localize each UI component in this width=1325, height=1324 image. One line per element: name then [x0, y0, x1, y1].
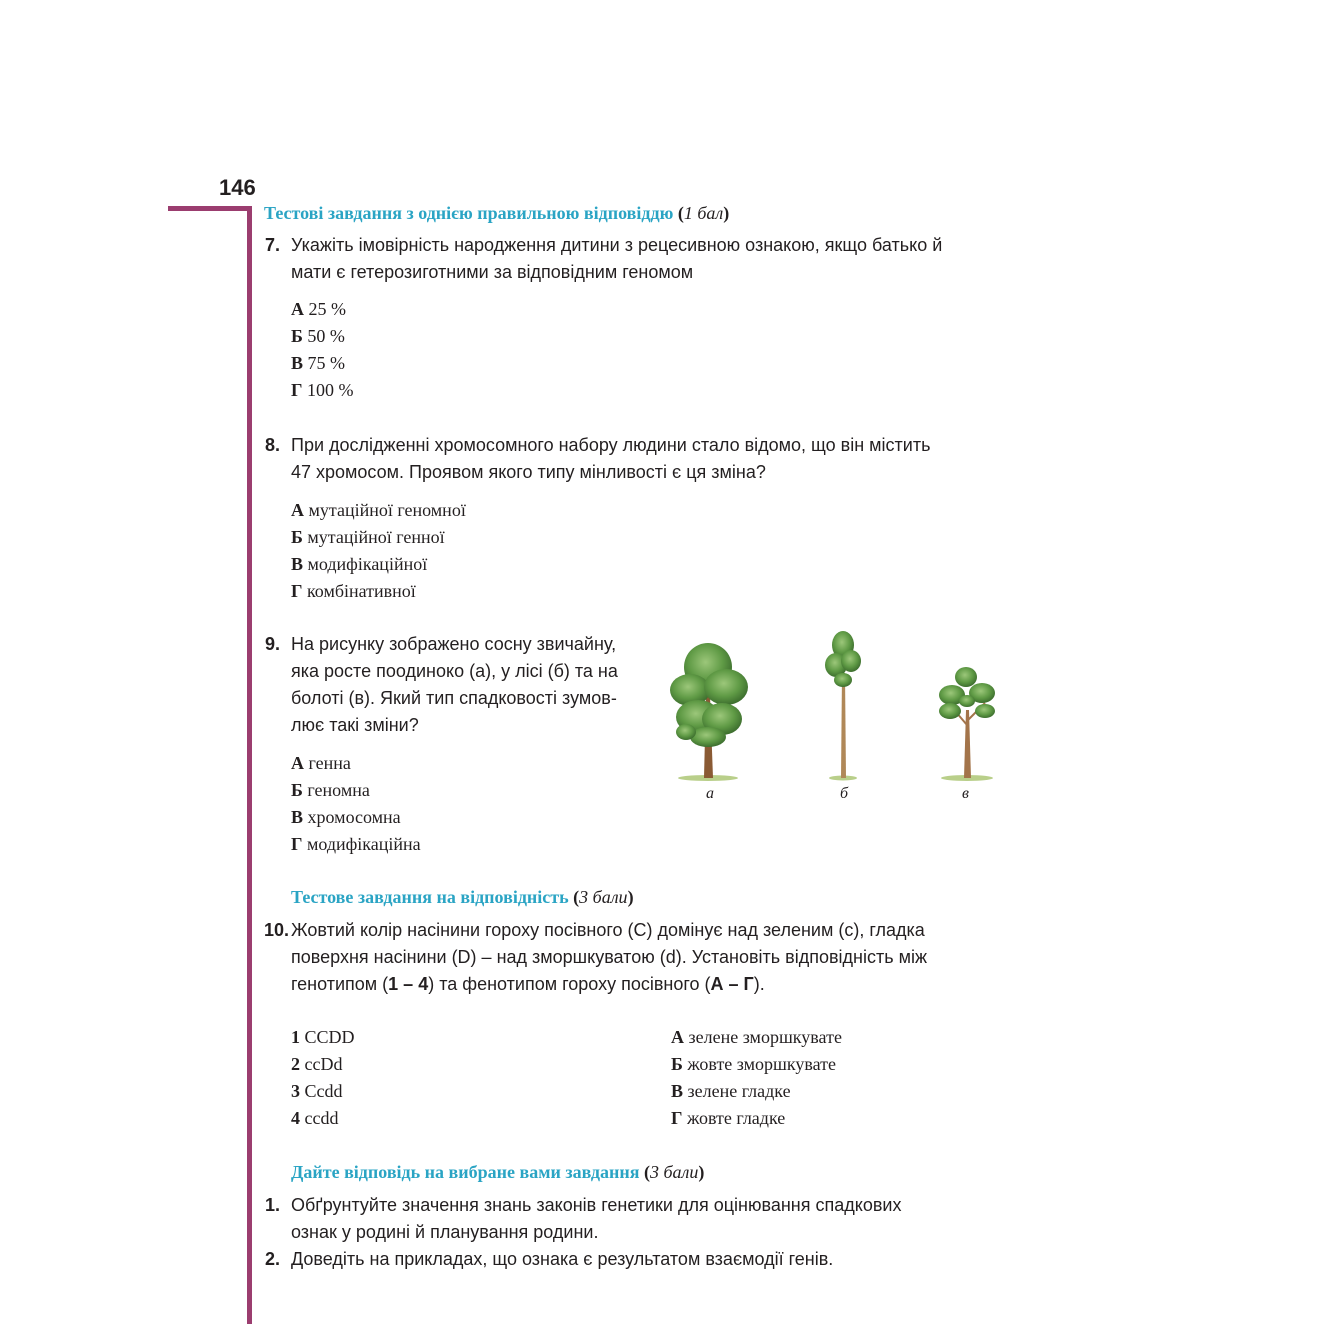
option-b[interactable]: Б геномна: [291, 780, 370, 800]
option-b[interactable]: Б мутаційної генної: [291, 527, 445, 547]
genotype-list: [291, 1024, 355, 1132]
option-g[interactable]: Г комбінативної: [291, 581, 416, 601]
phenotype-item: В зелене гладке: [671, 1081, 791, 1101]
question-number: 2.: [265, 1249, 281, 1269]
genotype-item: 4 ccdd: [291, 1108, 339, 1128]
question-text-line: яка росте поодиноко (а), у лісі (б) та на: [291, 661, 618, 681]
pine-trees-figure: [660, 625, 1010, 810]
question-text-line: Доведіть на прикладах, що ознака є результатом взаємодії генів.: [291, 1249, 834, 1269]
open-question-2: [265, 1246, 834, 1273]
question-number: 10.: [264, 920, 290, 940]
question-text-line: болоті (в). Який тип спадковості зумов-: [291, 688, 617, 708]
question-text-line: поверхня насінини (D) – над зморшкуватою (d). Установіть відповідність між: [291, 947, 928, 967]
pine-tree-b: [825, 631, 861, 781]
option-a[interactable]: А 25 %: [291, 299, 346, 319]
options-q8: [291, 497, 466, 605]
pine-tree-a: [670, 643, 748, 781]
phenotype-list: [671, 1024, 842, 1132]
question-text-line: генотипом (1 – 4) та фенотипом гороху посівного (А – Г).: [291, 974, 765, 994]
question-number: 7.: [265, 235, 281, 255]
question-text-line: Обґрунтуйте значення знань законів генетики для оцінювання спадкових: [291, 1195, 902, 1215]
genotype-item: 3 Ccdd: [291, 1081, 343, 1101]
figure-label-v: в: [962, 785, 969, 802]
genotype-item: 1 CCDD: [291, 1027, 355, 1047]
option-a[interactable]: А мутаційної геномної: [291, 500, 466, 520]
question-10: [264, 917, 928, 998]
question-text-line: ознак у родині й планування родини.: [291, 1222, 599, 1242]
header-accent-bar: [168, 206, 252, 211]
question-text-line: мати є гетерозиготними за відповідним геномом: [291, 262, 694, 282]
option-g[interactable]: Г модифікаційна: [291, 834, 421, 854]
phenotype-item: Б жовте зморшкувате: [671, 1054, 837, 1074]
option-v[interactable]: В модифікаційної: [291, 554, 428, 574]
question-number: 8.: [265, 435, 281, 455]
question-8: [265, 432, 931, 486]
option-v[interactable]: В 75 %: [291, 353, 346, 373]
margin-accent-bar: [247, 206, 252, 1324]
phenotype-item: А зелене зморшкувате: [671, 1027, 842, 1047]
question-number: 1.: [265, 1195, 281, 1215]
question-text-line: На рисунку зображено сосну звичайну,: [291, 634, 617, 654]
figure-label-b: б: [840, 785, 849, 802]
option-v[interactable]: В хромосомна: [291, 807, 401, 827]
question-text-line: Жовтий колір насінини гороху посівного (С) домінує над зеленим (с), гладка: [291, 920, 925, 940]
phenotype-item: Г жовте гладке: [671, 1108, 786, 1128]
page-number: 146: [219, 175, 256, 200]
section-heading-single-answer: Тестові завдання з однією правильною відповіддю (1 бал): [264, 203, 730, 223]
genotype-item: 2 ccDd: [291, 1054, 343, 1074]
open-question-1: [265, 1192, 902, 1246]
question-text-line: Укажіть імовірність народження дитини з рецесивною ознакою, якщо батько й: [291, 235, 943, 255]
pine-tree-c: [939, 667, 995, 781]
question-text-line: При дослідженні хромосомного набору людини стало відомо, що він містить: [291, 435, 931, 455]
option-g[interactable]: Г 100 %: [291, 380, 354, 400]
section-heading-matching: Тестове завдання на відповідність (3 бали): [291, 887, 634, 907]
option-a[interactable]: А генна: [291, 753, 351, 773]
question-7: [265, 232, 943, 286]
options-q9: [291, 750, 421, 858]
section-heading-open-answer: Дайте відповідь на вибране вами завдання (3 бали): [291, 1162, 705, 1182]
figure-label-a: а: [706, 785, 714, 802]
question-text-line: лює такі зміни?: [291, 715, 419, 735]
option-b[interactable]: Б 50 %: [291, 326, 345, 346]
question-text-line: 47 хромосом. Проявом якого типу мінливості є ця зміна?: [291, 462, 766, 482]
options-q7: [291, 296, 353, 404]
question-9: [265, 631, 618, 739]
question-number: 9.: [265, 634, 281, 654]
